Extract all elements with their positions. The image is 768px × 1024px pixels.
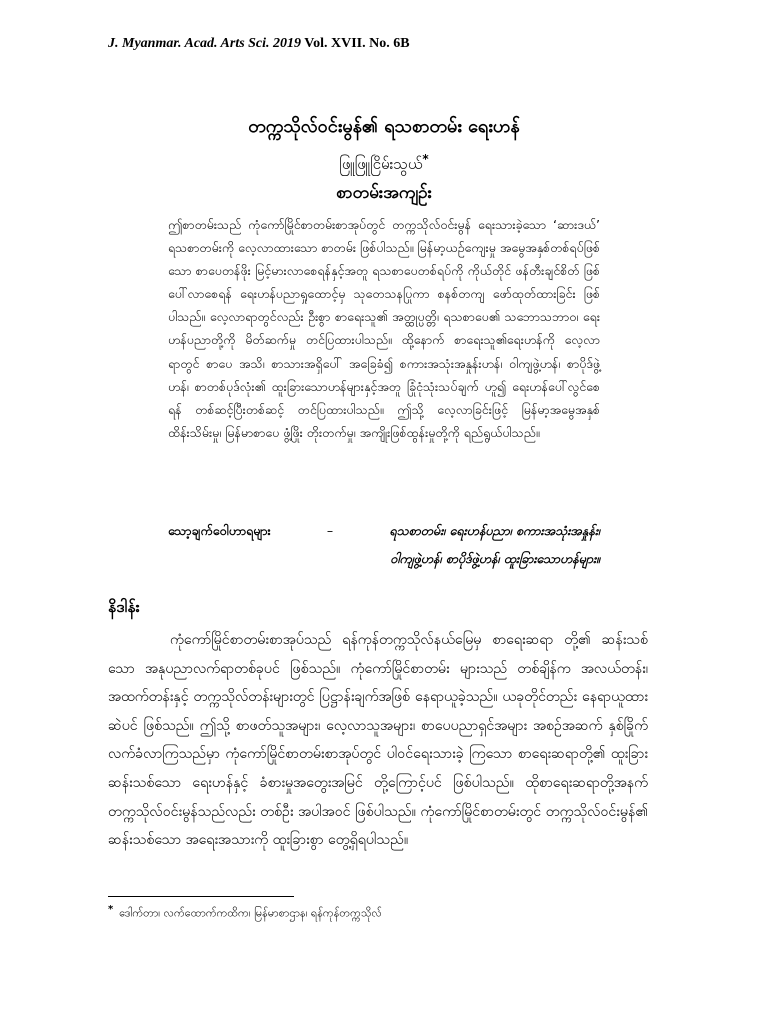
- keywords-label: သော့ချက်ဝေါဟာရများ: [168, 523, 271, 538]
- keywords-line-1: [168, 517, 600, 545]
- journal-header: [108, 36, 410, 52]
- footnote-marker: *: [108, 904, 114, 915]
- abstract-body: ဤစာတမ်းသည် ကုံကော်မြိုင်စာတမ်းစာအုပ်တွင် တက္ကသိုလ်ဝင်းမွန် ရေးသားခဲ့သော ‘ဆားဒယ်’ ရသစာတမ်းကို လေ့လာထားသော စာတမ်း ဖြစ်ပါသည်။ မြန်မာ့ယဉ်ကျေးမှု အမွေအနှစ်တစ်ရပ်ဖြစ်သော စာပေတန်ဖိုး မြင့်မားလာစေရန်နှင့်အတူ ရသစာပေတစ်ရပ်ကို ကိုယ်တိုင် ဖန်တီးချင်စိတ် ဖြစ်ပေါ်လာစေရန် ရေးဟန်ပညာရှုထောင့်မှ သုတေသနပြုကာ စနစ်တကျ ဖော်ထုတ်ထားခြင်း ဖြစ်ပါသည်။ လေ့လာရာတွင်လည်း ဦးစွာ စာရေးသူ၏ အတ္ထုပ္ပတ္တိ၊ ရသစာပေ၏ သဘောသဘာဝ၊ ရေးဟန်ပညာတို့ကို မိတ်ဆက်မှု တင်ပြထားပါသည်။ ထို့နောက် စာရေးသူ၏ရေးဟန်ကို လေ့လာရာတွင် စာပေ အသိ၊ စာသားအရှိပေါ် အခြေခံ၍ စကားအသုံးအနှုန်းဟန်၊ ဝါကျဖွဲ့ဟန်၊ စာပိုဒ်ဖွဲ့ဟန်၊ စာတစ်ပုဒ်လုံး၏ ထူးခြားသောဟန်များနှင့်အတူ ခြုံငုံသုံးသပ်ချက် ဟူ၍ ရေးဟန်ပေါ်လွင်စေရန် တစ်ဆင့်ပြီးတစ်ဆင့် တင်ပြထားပါသည်။ ဤသို့ လေ့လာခြင်းဖြင့် မြန်မာ့အမွေအနှစ် ထိန်းသိမ်းမှု၊ မြန်မာစာပေ ဖွံ့ဖြိုး တိုးတက်မှု၊ အကျိုးဖြစ်ထွန်းမှုတို့ကို ရည်ရွယ်ပါသည်။: [168, 217, 600, 440]
- abstract-heading: စာတမ်းအကျဉ်း: [336, 183, 432, 203]
- introduction-heading: နိဒါန်း: [108, 597, 140, 616]
- introduction-body: ကုံကော်မြိုင်စာတမ်းစာအုပ်သည် ရန်ကုန်တက္ကသိုလ်နယ်မြေမှ စာရေးဆရာ တို့၏ ဆန်းသစ်သော အနုပညာလက်ရာတစ်ခုပင် ဖြစ်သည်။ ကုံကော်မြိုင်စာတမ်း များသည် တစ်ချိန်က အလယ်တန်း၊ အထက်တန်းနှင့် တက္ကသိုလ်တန်းများတွင် ပြဋ္ဌာန်းချက်အဖြစ် နေရာယူခဲ့သည်။ ယခုတိုင်တည်း နေရာယူထားဆဲပင် ဖြစ်သည်။ ဤသို့ စာဖတ်သူအများ၊ လေ့လာသူအများ၊ စာပေပညာရှင်အများ အစဉ်အဆက် နှစ်ခြိုက်လက်ခံလာကြသည်မှာ ကုံကော်မြိုင်စာတမ်းစာအုပ်တွင် ပါဝင်ရေးသားခဲ့ ကြသော စာရေးဆရာတို့၏ ထူးခြားဆန်းသစ်သော ရေးဟန်နှင့် ခံစားမှုအတွေးအမြင် တို့ကြောင့်ပင် ဖြစ်ပါသည်။ ထိုစာရေးဆရာတို့အနက် တက္ကသိုလ်ဝင်းမွန်သည်လည်း တစ်ဦး အပါအဝင် ဖြစ်ပါသည်။ ကုံကော်မြိုင်စာတမ်းတွင် တက္ကသိုလ်ဝင်းမွန်၏ ဆန်းသစ်သော အရေးအသားကို ထူးခြားစွာ တွေ့ရှိရပါသည်။: [108, 632, 648, 849]
- footnote: [108, 904, 382, 923]
- paper-title: တက္ကသိုလ်ဝင်းမွန်၏ ရသစာတမ်း ရေးဟန်: [248, 116, 520, 137]
- author-name: ဖြူဖြူငြိမ်းသွယ်: [339, 155, 423, 173]
- keywords-list-2: ဝါကျဖွဲ့ဟန်၊ စာပိုဒ်ဖွဲ့ဟန်၊ ထူးခြားသောဟန်များ။: [390, 551, 600, 566]
- journal-name: J. Myanmar. Acad. Arts Sci. 2019: [108, 36, 302, 51]
- footnote-text: ဒေါက်တာ၊ လက်ထောက်ကထိက၊ မြန်မာစာဌာန၊ ရန်ကုန်တက္ကသိုလ်: [119, 906, 382, 920]
- author-footnote-marker: *: [422, 152, 429, 166]
- journal-volume: Vol. XVII. No. 6B: [304, 36, 410, 51]
- keywords-dash: –: [326, 523, 334, 538]
- keywords-list-1: ရသစာတမ်း၊ ရေးဟန်ပညာ၊ စကားအသုံးအနှုန်း၊: [389, 523, 600, 538]
- author-line: [0, 152, 768, 177]
- keywords-block: [168, 517, 600, 573]
- footnote-divider: [108, 896, 294, 897]
